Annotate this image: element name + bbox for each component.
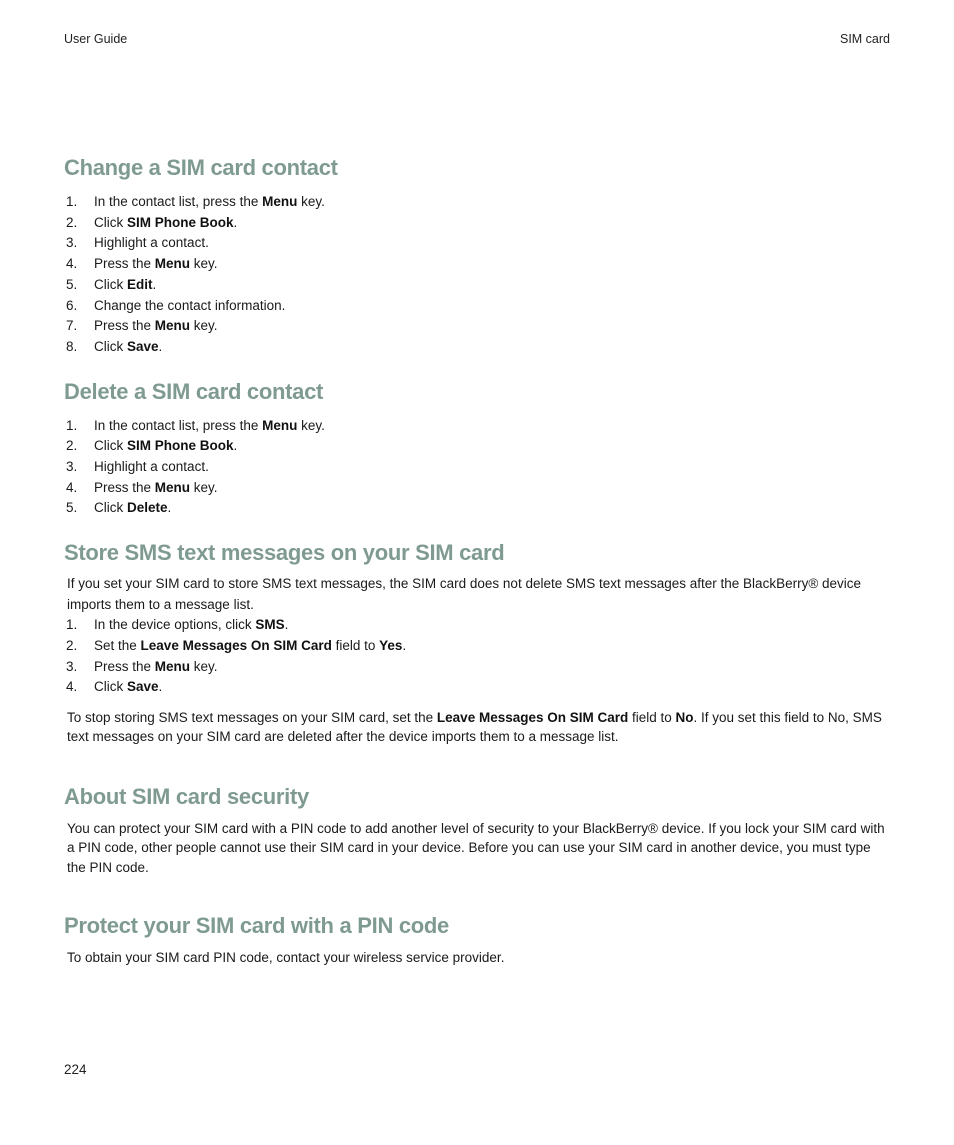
step-bold: Menu — [154, 658, 191, 674]
step-bold: Menu — [154, 256, 191, 272]
list-item — [64, 457, 892, 478]
list-item — [64, 615, 892, 636]
header-guide-title: User Guide — [64, 32, 128, 46]
step-text: Click — [94, 214, 127, 230]
step-text: Click — [94, 500, 127, 516]
note-bold: No — [675, 709, 694, 725]
step-text: . — [158, 338, 163, 354]
list-item — [64, 233, 892, 254]
step-text: Click — [94, 276, 127, 292]
step-bold: Yes — [379, 637, 403, 653]
step-text: . — [167, 500, 172, 516]
step-number: 8. — [66, 338, 78, 354]
step-text: key. — [190, 256, 218, 272]
step-number: 1. — [66, 417, 78, 433]
step-text: field to — [331, 637, 380, 653]
step-bold: Menu — [154, 479, 191, 495]
step-text: . — [152, 276, 157, 292]
step-text: Press the — [94, 479, 155, 495]
list-item — [64, 498, 892, 519]
list-item — [64, 192, 892, 213]
step-number: 2. — [66, 637, 78, 653]
list-item — [64, 337, 892, 358]
step-text: Click — [94, 338, 127, 354]
step-text: key. — [190, 318, 218, 334]
step-bold: Save — [127, 679, 159, 695]
step-number: 2. — [66, 214, 78, 230]
step-bold: Save — [127, 338, 159, 354]
list-item — [64, 478, 892, 499]
list-item — [64, 296, 892, 317]
step-bold: Edit — [127, 276, 153, 292]
step-bold: Leave Messages On SIM Card — [140, 637, 332, 653]
step-bold: Menu — [262, 194, 298, 209]
heading-protect-pin: Protect your SIM card with a PIN code — [64, 913, 449, 939]
step-text: Click — [94, 679, 127, 695]
note-text: . If you set this field to No, SMS text messages on your SIM card are deleted after the device imports them to a message list. — [67, 709, 882, 745]
step-number: 7. — [66, 318, 78, 334]
store-sms-steps — [64, 615, 892, 698]
step-bold: SIM Phone Book — [127, 214, 234, 230]
step-bold: Menu — [154, 318, 191, 334]
protect-pin-body: To obtain your SIM card PIN code, contact your wireless service provider. — [67, 950, 505, 966]
step-number: 4. — [66, 479, 78, 495]
delete-contact-steps — [64, 416, 892, 520]
heading-store-sms: Store SMS text messages on your SIM card — [64, 540, 505, 566]
change-contact-steps — [64, 192, 892, 358]
step-text: Press the — [94, 658, 155, 674]
step-number: 3. — [66, 235, 78, 251]
list-item — [64, 657, 892, 678]
step-bold: SMS — [255, 617, 285, 633]
step-text: Highlight a contact. — [94, 459, 209, 475]
list-item — [64, 436, 892, 457]
step-text: . — [158, 679, 163, 695]
heading-change-contact: Change a SIM card contact — [64, 155, 338, 180]
sim-security-body: You can protect your SIM card with a PIN code to add another level of security to your BlackBerry® device. If you lock your SIM card with a PIN code, other people cannot use their SIM card in your device. Before you can use your SIM card in another device, you must type the PIN code. — [67, 820, 885, 875]
step-text: Click — [94, 438, 127, 454]
note-text: field to — [628, 709, 676, 725]
document-body — [64, 152, 892, 968]
step-text: In the contact list, press the — [94, 417, 263, 433]
step-number: 4. — [66, 256, 78, 272]
step-number: 2. — [66, 438, 78, 454]
page-number: 224 — [64, 1062, 87, 1077]
step-text: . — [402, 637, 407, 653]
note-text: To stop storing SMS text messages on your SIM card, set the — [67, 709, 437, 725]
list-item — [64, 316, 892, 337]
step-text: . — [233, 438, 238, 454]
page-header — [64, 32, 890, 50]
step-bold: SIM Phone Book — [127, 438, 234, 454]
step-text: Press the — [94, 256, 155, 272]
step-number: 5. — [66, 500, 78, 516]
store-sms-note — [64, 708, 892, 747]
step-number: 5. — [66, 276, 78, 292]
heading-sim-security: About SIM card security — [64, 783, 309, 809]
step-number: 6. — [66, 297, 78, 313]
step-number: 3. — [66, 658, 78, 674]
step-bold: Menu — [262, 417, 298, 433]
step-text: Highlight a contact. — [94, 235, 209, 251]
step-number: 3. — [66, 459, 78, 475]
list-item — [64, 677, 892, 698]
heading-delete-contact: Delete a SIM card contact — [64, 378, 324, 404]
step-text: . — [284, 617, 289, 633]
step-number: 1. — [66, 617, 78, 633]
step-text: . — [233, 214, 238, 230]
step-bold: Delete — [127, 500, 168, 516]
step-text: key. — [190, 658, 218, 674]
list-item — [64, 275, 892, 296]
step-text: Change the contact information. — [94, 297, 286, 313]
list-item — [64, 416, 892, 437]
list-item — [64, 636, 892, 657]
step-text: Press the — [94, 318, 155, 334]
list-item — [64, 213, 892, 234]
step-text: key. — [190, 479, 218, 495]
header-section-title: SIM card — [839, 32, 890, 46]
step-text: Set the — [94, 637, 141, 653]
step-number: 1. — [66, 194, 78, 209]
step-text: In the device options, click — [94, 617, 256, 633]
step-text: key. — [297, 417, 325, 433]
note-bold: Leave Messages On SIM Card — [436, 709, 629, 725]
step-text: In the contact list, press the — [94, 194, 263, 209]
step-text: key. — [297, 194, 325, 209]
step-number: 4. — [66, 679, 78, 695]
store-sms-intro: If you set your SIM card to store SMS text messages, the SIM card does not delete SMS text messages after the BlackBerry® device imports them to a message list. — [67, 576, 862, 612]
list-item — [64, 254, 892, 275]
